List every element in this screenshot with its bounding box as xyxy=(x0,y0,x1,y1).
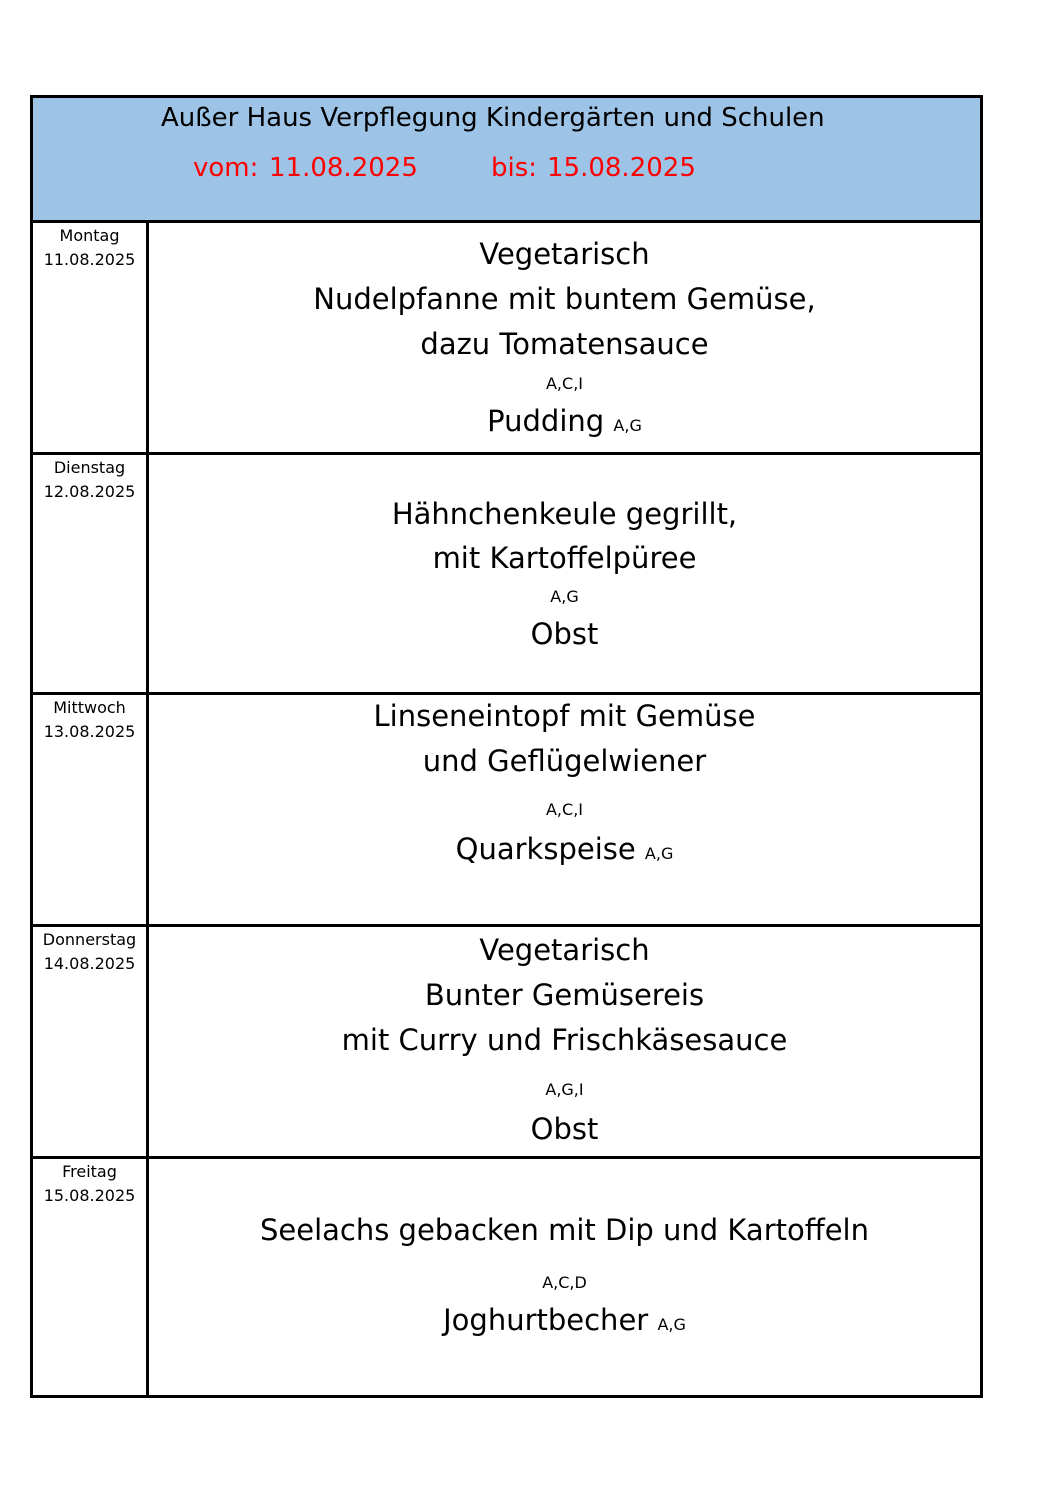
day-name: Donnerstag xyxy=(42,930,137,949)
allergens: A,C,I xyxy=(545,374,583,393)
meal-line: mit Kartoffelpüree xyxy=(432,541,697,575)
meal-line: Seelachs gebacken mit Dip und Kartoffeln xyxy=(259,1213,869,1247)
meal-line: Linseneintopf mit Gemüse xyxy=(373,699,756,733)
meal-line: Vegetarisch xyxy=(479,237,650,271)
day-date: 15.08.2025 xyxy=(43,1186,136,1205)
day-cell xyxy=(33,1159,149,1395)
dessert-line xyxy=(149,404,980,438)
allergens: A,G,I xyxy=(545,1080,584,1099)
day-row-wednesday xyxy=(33,692,980,926)
vom-label: vom: xyxy=(193,153,259,183)
dessert-line xyxy=(149,1112,980,1146)
day-cell xyxy=(33,223,149,455)
dessert: Obst xyxy=(530,1112,599,1146)
day-date: 14.08.2025 xyxy=(43,954,136,973)
day-cell xyxy=(33,695,149,926)
day-row-monday xyxy=(33,223,980,455)
day-cell xyxy=(33,455,149,694)
meal-line: Bunter Gemüsereis xyxy=(424,978,705,1012)
day-date: 11.08.2025 xyxy=(43,250,136,269)
meal-line: Hähnchenkeule gegrillt, xyxy=(391,497,738,531)
meal-line: und Geflügelwiener xyxy=(422,744,707,778)
menu-header xyxy=(33,98,980,223)
day-name: Montag xyxy=(59,226,120,245)
meal-line: dazu Tomatensauce xyxy=(420,327,709,361)
day-name: Freitag xyxy=(62,1162,117,1181)
day-name: Dienstag xyxy=(53,458,126,477)
day-row-thursday xyxy=(33,924,980,1158)
menu-title: Außer Haus Verpflegung Kindergärten und Schulen xyxy=(161,103,825,133)
allergens: A,C,D xyxy=(542,1273,587,1292)
allergens: A,C,I xyxy=(545,800,583,819)
meal-line: Vegetarisch xyxy=(479,933,650,967)
day-row-friday xyxy=(33,1156,980,1395)
dessert: Quarkspeise xyxy=(455,832,636,866)
meal-cell xyxy=(149,455,980,694)
menu-table xyxy=(30,95,983,1398)
meal-cell xyxy=(149,695,980,926)
meal-line: Nudelpfanne mit buntem Gemüse, xyxy=(313,282,816,316)
day-date: 12.08.2025 xyxy=(43,482,136,501)
dessert-allergens: A,G xyxy=(657,1315,686,1334)
dessert-allergens: A,G xyxy=(613,416,642,435)
day-cell xyxy=(33,927,149,1158)
dessert-line xyxy=(149,617,980,651)
dessert: Pudding xyxy=(487,404,605,438)
date-to: 15.08.2025 xyxy=(547,153,696,183)
dessert-line xyxy=(149,832,980,866)
day-row-tuesday xyxy=(33,452,980,694)
meal-cell xyxy=(149,1159,980,1395)
dessert-allergens: A,G xyxy=(644,844,674,863)
meal-line: mit Curry und Frischkäsesauce xyxy=(341,1023,788,1057)
allergens: A,G xyxy=(550,587,579,606)
meal-cell xyxy=(149,927,980,1158)
date-from: 11.08.2025 xyxy=(269,153,418,183)
day-name: Mittwoch xyxy=(53,698,126,717)
dessert-line xyxy=(149,1303,980,1337)
meal-cell xyxy=(149,223,980,455)
dessert: Joghurtbecher xyxy=(443,1303,649,1337)
dessert: Obst xyxy=(530,617,599,651)
day-date: 13.08.2025 xyxy=(43,722,136,741)
bis-label: bis: xyxy=(491,153,538,183)
